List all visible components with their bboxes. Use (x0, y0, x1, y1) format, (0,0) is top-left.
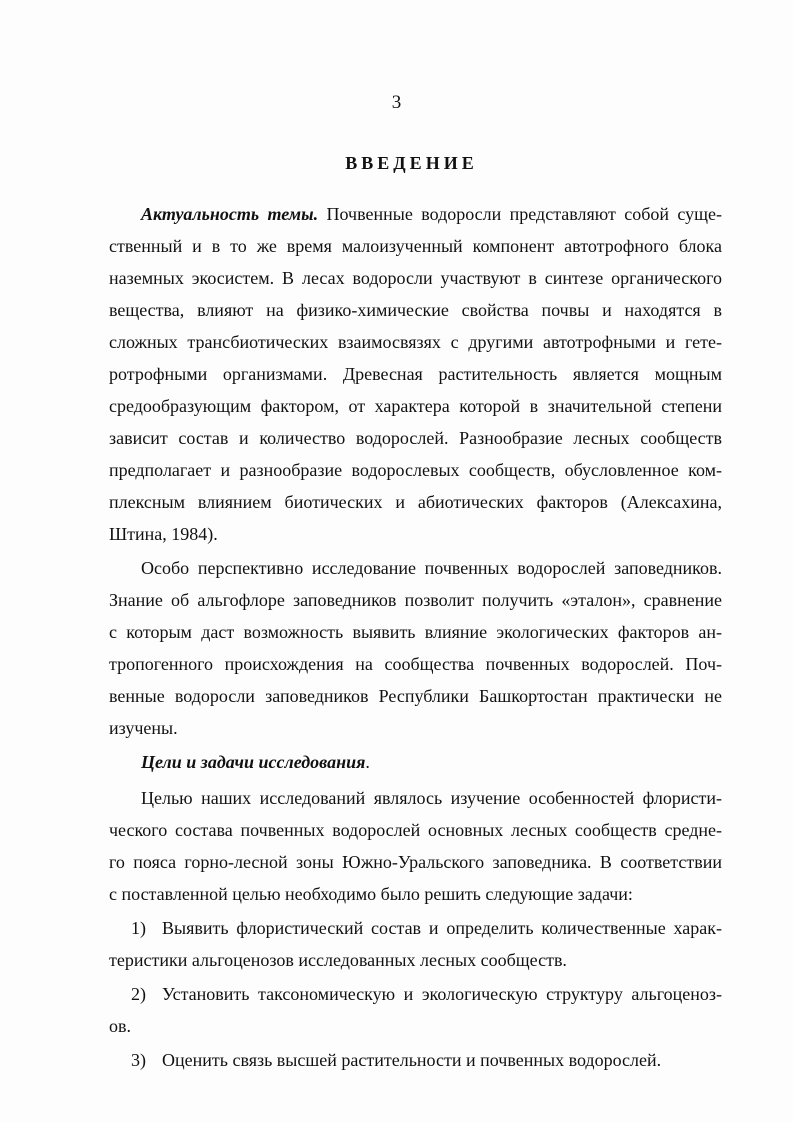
task-text: Установить таксономическую и экологическую структуру альгоценоз- (162, 984, 722, 1004)
paragraph-line: изучены. (109, 718, 178, 738)
paragraph-line: с которым даст возможность выявить влияние экологических факторов ан- (109, 622, 722, 642)
paragraph-line: средообразующим фактором, от характера которой в значительной степени (109, 396, 722, 416)
paragraph-line (141, 203, 722, 225)
task-number: 3) (131, 1050, 146, 1070)
page-number: 3 (391, 92, 402, 113)
paragraph-line: тропогенного происхождения на сообщества почвенных водорослей. Поч- (109, 654, 722, 674)
task-text: Оценить связь высшей растительности и почвенных водорослей. (162, 1050, 662, 1070)
paragraph-line: вещества, влияют на физико-химические свойства почвы и находятся в (109, 300, 722, 320)
paragraph-line: Штина, 1984). (109, 524, 218, 544)
paragraph-line: ческого состава почвенных водорослей основных лесных сообществ средне- (109, 820, 722, 840)
task-text: ов. (109, 1016, 131, 1036)
section-heading-punct: . (365, 752, 370, 772)
task-text: Выявить флористический состав и определить количественные харак- (162, 918, 722, 938)
paragraph-lead: Актуальность темы (141, 204, 314, 224)
paragraph-line: ротрофными организмами. Древесная растительность является мощным (109, 364, 722, 384)
paragraph-line: плексным влиянием биотических и абиотических факторов (Алексахина, (109, 492, 722, 512)
paragraph-line: венные водоросли заповедников Республики Башкортостан практически не (109, 686, 722, 706)
paragraph-line: сложных трансбиотических взаимосвязях с другими автотрофными и гете- (109, 332, 722, 352)
paragraph-line: наземных экосистем. В лесах водоросли участвуют в синтезе органического (109, 268, 722, 288)
section-heading-text: Цели и задачи исследования (141, 752, 366, 772)
paragraph-line: ственный и в то же время малоизученный компонент автотрофного блока (109, 236, 722, 256)
paragraph-line: с поставленной целью необходимо было решить следующие задачи: (109, 884, 633, 904)
paragraph-lead-punct: . (313, 204, 319, 224)
task-number: 2) (131, 984, 146, 1004)
task-number: 1) (131, 918, 146, 938)
paragraph-line: предполагает и разнообразие водорослевых сообществ, обусловленное ком- (109, 460, 722, 480)
paragraph-text: Почвенные водоросли представляют собой суще- (318, 204, 723, 224)
section-heading (141, 751, 722, 773)
paragraph-line: зависит состав и количество водорослей. Разнообразие лесных сообществ (109, 428, 722, 448)
paragraph-line: Знание об альгофлоре заповедников позволит получить «эталон», сравнение (109, 590, 722, 610)
paragraph-line: Особо перспективно исследование почвенных водорослей заповедников. (141, 558, 722, 578)
task-text: теристики альгоценозов исследованных лесных сообществ. (109, 950, 567, 970)
paragraph-line: го пояса горно-лесной зоны Южно-Уральского заповедника. В соответствии (109, 852, 722, 872)
page-title: ВВЕДЕНИЕ (345, 153, 478, 173)
paragraph-line: Целью наших исследований являлось изучение особенностей флористи- (141, 788, 722, 808)
